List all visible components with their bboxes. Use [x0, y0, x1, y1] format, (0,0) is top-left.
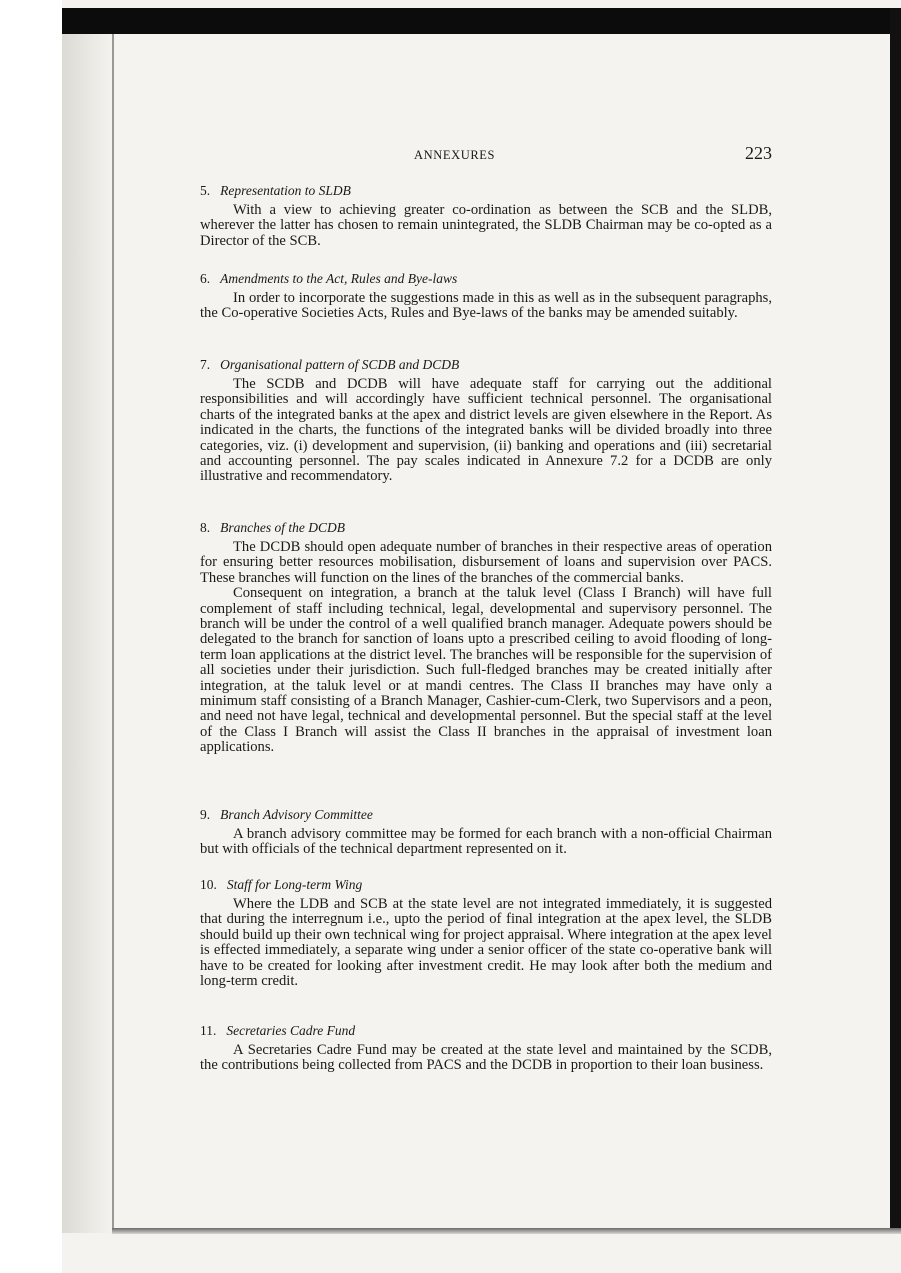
section-paragraph: Consequent on integration, a branch at the taluk level (Class I Branch) will have full complement of staff including technical, legal, developmental and supervisory personnel. The branch will be under the control of a well qualified branch manager. Adequate powers should be delegated to the branch for sanction of loans upto a prescribed ceiling to avoid flooding of long-term loan applications at the district level. The branches will be responsible for the supervision of all societies under their jurisdiction. Such full-fledged branches may be created initially after integration, at the taluk level or at mandi centres. The Class II branches may have only a minimum staff consisting of a Branch Manager, Cashier-cum-Clerk, two Supervisors and a peon, and need not have legal, technical and developmental personnel. But the special staff at the level of the Class I Branch will assist the Class II branches in the appraisal of investment loan applications. [200, 585, 772, 756]
section-6 [200, 270, 772, 322]
section-number: 6. [200, 271, 211, 286]
section-number: 8. [200, 520, 211, 535]
section-paragraph: A branch advisory committee may be formed for each branch with a non-official Chairman but with officials of the technical department represented on it. [200, 826, 772, 858]
section-paragraph: The SCDB and DCDB will have adequate staff for carrying out the additional responsibilities and will accordingly have sufficient technical personnel. The organisational charts of the integrated banks at the apex and district levels are given elsewhere in the Report. As indicated in the charts, the functions of the integrated banks will be divided broadly into three categories, viz. (i) development and supervision, (ii) banking and operations and (iii) secretarial and accounting personnel. The pay scales indicated in Annexure 7.2 for a DCDB are only illustrative and recommendatory. [200, 376, 772, 485]
section-number: 11. [200, 1023, 217, 1038]
section-paragraph: A Secretaries Cadre Fund may be created at the state level and maintained by the SCDB, the contributions being collected from PACS and the DCDB in proportion to their loan business. [200, 1042, 772, 1074]
scan-margin [0, 0, 62, 1273]
section-heading [200, 182, 772, 199]
section-7 [200, 356, 772, 485]
section-number: 9. [200, 807, 211, 822]
scan-left-edge-line [112, 30, 114, 1230]
section-number: 10. [200, 877, 217, 892]
scan-bottom-edge [112, 1228, 901, 1234]
section-9 [200, 806, 772, 858]
section-5 [200, 182, 772, 249]
scan-right-edge [890, 8, 901, 1234]
section-number: 5. [200, 183, 211, 198]
section-heading [200, 1022, 772, 1039]
section-11 [200, 1022, 772, 1074]
section-title: Amendments to the Act, Rules and Bye-laws [220, 271, 458, 286]
section-title: Staff for Long-term Wing [226, 877, 363, 892]
section-heading [200, 876, 772, 893]
section-paragraph: With a view to achieving greater co-ordination as between the SCB and the SLDB, wherever the latter has chosen to remain unintegrated, the SLDB Chairman may be co-opted as a Director of the SCB. [200, 202, 772, 249]
scan-left-edge [62, 8, 114, 1233]
section-title: Organisational pattern of SCDB and DCDB [220, 357, 460, 372]
section-8 [200, 519, 772, 756]
section-heading [200, 519, 772, 536]
page-number: 223 [745, 143, 772, 163]
section-heading [200, 270, 772, 287]
section-paragraph: Where the LDB and SCB at the state level are not integrated immediately, it is suggested that during the interregnum i.e., upto the period of final integration at the apex level, the SLDB should build up their own technical wing for project appraisal. Where integration at the apex level is effected immediately, a separate wing under a senior officer of the state co-operative bank will have to be created for looking after investment credit. He may look after both the medium and long-term credit. [200, 896, 772, 990]
section-title: Representation to SLDB [220, 183, 351, 198]
section-heading [200, 356, 772, 373]
running-header: ANNEXURES [414, 148, 496, 162]
section-paragraph: In order to incorporate the suggestions made in this as well as in the subsequent paragraphs, the Co-operative Societies Acts, Rules and Bye-laws of the banks may be amended suitably. [200, 290, 772, 322]
scan-top-edge [62, 8, 901, 34]
section-title: Secretaries Cadre Fund [226, 1023, 356, 1038]
section-title: Branch Advisory Committee [220, 807, 373, 822]
section-heading [200, 806, 772, 823]
section-paragraph: The DCDB should open adequate number of branches in their respective areas of operation for ensuring better resources mobilisation, disbursement of loans and supervision over PACS. These branches will function on the lines of the branches of the commercial banks. [200, 539, 772, 586]
section-number: 7. [200, 357, 211, 372]
section-10 [200, 876, 772, 989]
page-header [200, 143, 772, 167]
section-title: Branches of the DCDB [220, 520, 345, 535]
